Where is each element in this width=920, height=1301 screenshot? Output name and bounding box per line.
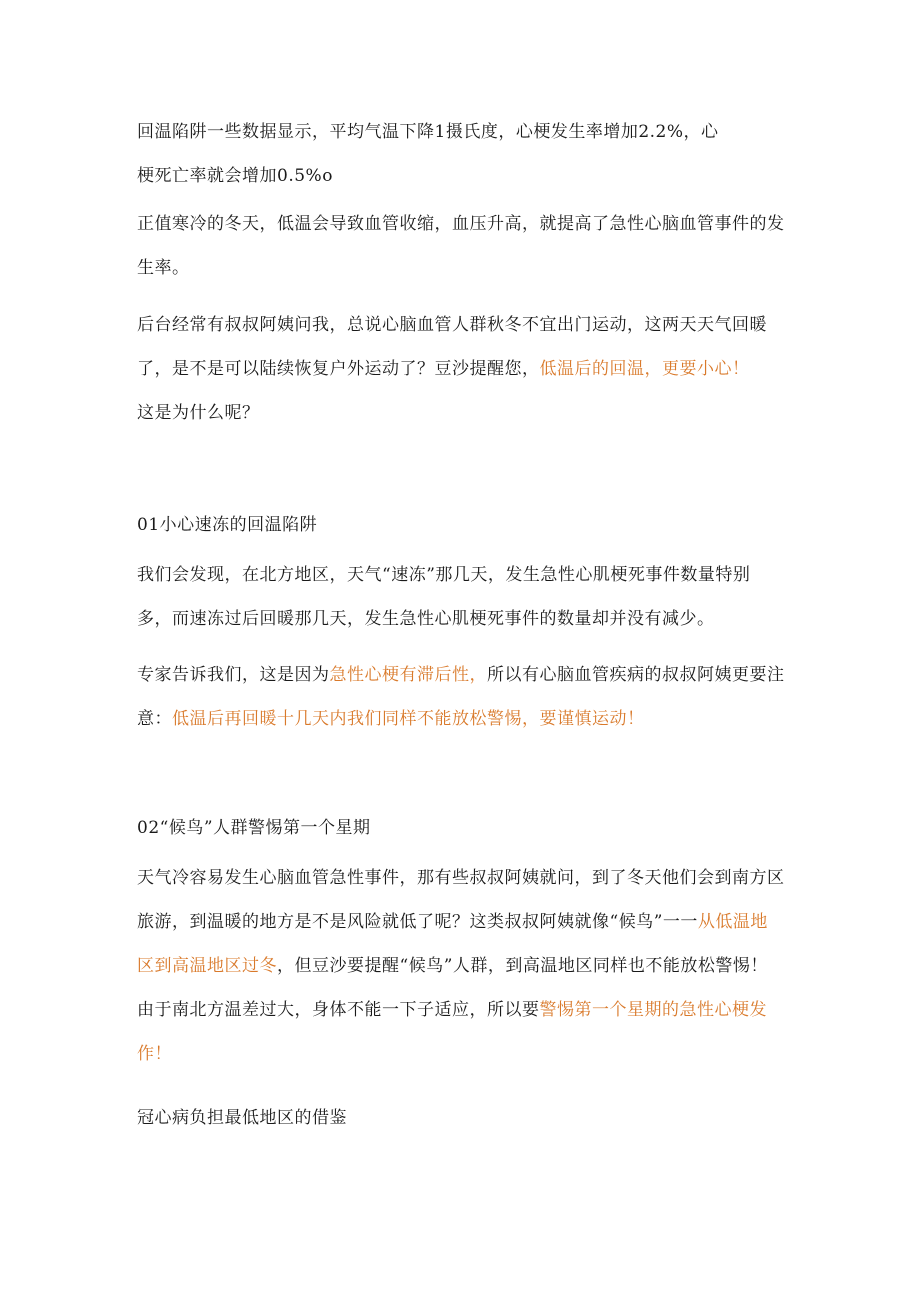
section-2-heading: 02“候鸟”人群警惕第一个星期 xyxy=(137,818,371,838)
expert-advice-paragraph xyxy=(137,653,785,741)
first-week-highlight: 警惕第一个星期的急性心梗发作！ xyxy=(137,1000,767,1064)
migratory-text-b: ，但豆沙要提醒“候鸟”人群，到高温地区同样也不能放松警惕！由于南北方温差过大，身体不能一下子适应，所以要 xyxy=(137,956,768,1020)
intro-line-2: 梗死亡率就会增加0.5%o xyxy=(137,166,333,186)
warming-warning-highlight: 低温后的回温，更要小心！ xyxy=(539,359,750,379)
northern-freeze-paragraph: 我们会发现，在北方地区，天气“速冻”那几天，发生急性心肌梗死事件数量特别多，而速冻过后回暖那几天，发生急性心肌梗死事件的数量却并没有减少。 xyxy=(137,565,751,629)
lag-effect-highlight: 急性心梗有滞后性， xyxy=(329,665,487,685)
intro-paragraph xyxy=(137,110,785,198)
section-1-heading: 01小心速冻的回温陷阱 xyxy=(137,515,318,535)
backstage-question-paragraph xyxy=(137,303,785,435)
expert-text-b: 所以有心脑血管疾病的叔叔阿姨更要注意： xyxy=(137,665,785,729)
migratory-bird-paragraph xyxy=(137,856,785,1076)
expert-text-a: 专家告诉我们，这是因为 xyxy=(137,665,330,685)
why-question: 这是为什么呢？ xyxy=(137,403,260,423)
backstage-text: 后台经常有叔叔阿姨问我，总说心脑血管人群秋冬不宜出门运动，这两天天气回暖了，是不是可以陆续恢复户外运动了？豆沙提醒您， xyxy=(137,315,767,379)
coronary-burden-line: 冠心病负担最低地区的借鉴 xyxy=(137,1108,347,1128)
cold-winter-paragraph: 正值寒冷的冬天，低温会导致血管收缩，血压升高，就提高了急性心脑血管事件的发生率。 xyxy=(137,214,785,278)
migratory-text-a: 天气冷容易发生心脑血管急性事件，那有些叔叔阿姨就问，到了冬天他们会到南方区旅游，到温暖的地方是不是风险就低了呢？这类叔叔阿姨就像“候鸟”一一 xyxy=(137,868,785,932)
intro-line-1: 回温陷阱一些数据显示，平均气温下降1摄氏度，心梗发生率增加2.2%，心 xyxy=(137,122,719,142)
caution-highlight: 低温后再回暖十几天内我们同样不能放松警惕，要谨慎运动！ xyxy=(172,709,645,729)
winter-travel-highlight: 从低温地区到高温地区过冬 xyxy=(137,912,768,976)
